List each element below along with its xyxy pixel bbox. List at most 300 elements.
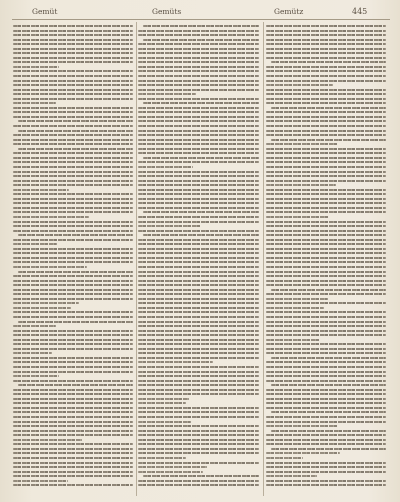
column-divider (263, 22, 264, 496)
illegible-text-line (13, 339, 133, 341)
illegible-text-line (138, 134, 259, 136)
illegible-text-line (266, 416, 386, 418)
illegible-text-line (266, 120, 386, 122)
illegible-text-line (13, 439, 82, 441)
illegible-text-line (13, 116, 133, 118)
illegible-text-line (138, 261, 259, 263)
illegible-text-line (271, 448, 386, 450)
illegible-text-line (266, 198, 386, 200)
illegible-text-line (138, 411, 259, 413)
illegible-text-line (138, 248, 259, 250)
illegible-text-line (13, 125, 133, 127)
illegible-text-line (13, 289, 133, 291)
illegible-text-line (13, 402, 133, 404)
illegible-text-line (266, 175, 386, 177)
illegible-text-line (138, 189, 259, 191)
text-column-1 (13, 25, 135, 495)
illegible-text-line (266, 343, 386, 345)
illegible-text-line (138, 434, 259, 436)
illegible-text-line (138, 284, 259, 286)
illegible-text-line (13, 25, 133, 27)
illegible-text-line (138, 416, 259, 418)
illegible-text-line (138, 289, 259, 291)
illegible-text-line (13, 325, 56, 327)
illegible-text-line (138, 75, 259, 77)
illegible-text-line (138, 202, 259, 204)
illegible-text-line (138, 148, 259, 150)
illegible-text-line (138, 375, 259, 377)
illegible-text-line (13, 480, 68, 482)
illegible-text-line (266, 434, 386, 436)
illegible-text-line (266, 466, 386, 468)
illegible-text-line (271, 357, 386, 359)
illegible-text-line (138, 98, 259, 100)
illegible-text-line (138, 89, 259, 91)
illegible-text-line (13, 471, 133, 473)
illegible-text-line (13, 411, 133, 413)
illegible-text-line (138, 457, 186, 459)
illegible-text-line (13, 84, 133, 86)
illegible-text-line (13, 466, 133, 468)
illegible-text-line (138, 421, 191, 423)
illegible-text-line (13, 180, 133, 182)
illegible-text-line (18, 384, 133, 386)
illegible-text-line (13, 239, 133, 241)
illegible-text-line (138, 316, 259, 318)
illegible-text-line (271, 139, 386, 141)
running-head-right: Gemütz (274, 7, 304, 16)
illegible-text-line (13, 457, 133, 459)
illegible-text-line (138, 430, 259, 432)
illegible-text-line (266, 316, 386, 318)
illegible-text-line (266, 389, 386, 391)
illegible-text-line (13, 80, 133, 82)
illegible-text-line (13, 298, 133, 300)
illegible-text-line (266, 80, 386, 82)
illegible-text-line (138, 402, 186, 404)
illegible-text-line (266, 452, 340, 454)
illegible-text-line (138, 330, 259, 332)
illegible-text-line (266, 152, 386, 154)
illegible-text-line (13, 161, 133, 163)
illegible-text-line (138, 111, 259, 113)
illegible-text-line (138, 171, 259, 173)
illegible-text-line (13, 193, 133, 195)
illegible-text-line (138, 70, 259, 72)
illegible-text-line (138, 230, 259, 232)
illegible-text-line (13, 334, 133, 336)
illegible-text-line (143, 39, 259, 41)
illegible-text-line (13, 407, 133, 409)
illegible-text-line (138, 239, 259, 241)
illegible-text-line (13, 211, 133, 213)
illegible-text-line (13, 398, 133, 400)
illegible-text-line (13, 39, 133, 41)
illegible-text-line (13, 111, 133, 113)
illegible-text-line (13, 421, 133, 423)
illegible-text-line (266, 130, 386, 132)
illegible-text-line (13, 452, 133, 454)
illegible-text-line (13, 166, 133, 168)
illegible-text-line (13, 343, 133, 345)
illegible-text-line (266, 148, 386, 150)
illegible-text-line (266, 157, 386, 159)
text-column-2 (138, 25, 261, 495)
illegible-text-line (138, 43, 259, 45)
illegible-text-line (138, 357, 259, 359)
illegible-text-line (138, 34, 259, 36)
illegible-text-line (266, 348, 386, 350)
illegible-text-line (266, 143, 338, 145)
illegible-text-line (266, 25, 386, 27)
illegible-text-line (138, 130, 259, 132)
illegible-text-line (266, 280, 386, 282)
illegible-text-line (13, 243, 57, 245)
illegible-text-line (13, 316, 133, 318)
illegible-text-line (13, 375, 59, 377)
illegible-text-line (266, 111, 386, 113)
illegible-text-line (13, 443, 133, 445)
illegible-text-line (266, 202, 386, 204)
illegible-text-line (138, 275, 259, 277)
illegible-text-line (13, 380, 133, 382)
illegible-text-line (13, 157, 133, 159)
illegible-text-line (143, 475, 259, 477)
illegible-text-line (13, 202, 133, 204)
illegible-text-line (138, 84, 259, 86)
illegible-text-line (266, 39, 386, 41)
illegible-text-line (13, 307, 71, 309)
illegible-text-line (138, 184, 259, 186)
illegible-text-line (18, 321, 133, 323)
illegible-text-line (13, 216, 89, 218)
illegible-text-line (13, 134, 133, 136)
illegible-text-line (138, 389, 259, 391)
illegible-text-line (266, 211, 386, 213)
illegible-text-line (13, 57, 133, 59)
illegible-text-line (138, 466, 207, 468)
illegible-text-line (266, 361, 386, 363)
illegible-text-line (266, 352, 386, 354)
illegible-text-line (13, 416, 133, 418)
illegible-text-line (13, 311, 133, 313)
illegible-text-line (266, 402, 386, 404)
illegible-text-line (13, 230, 133, 232)
illegible-text-line (266, 166, 386, 168)
illegible-text-line (138, 180, 259, 182)
illegible-text-line (266, 84, 333, 86)
illegible-text-line (13, 261, 133, 263)
running-head (12, 7, 390, 19)
illegible-text-line (13, 280, 133, 282)
illegible-text-line (13, 225, 133, 227)
illegible-text-line (13, 93, 133, 95)
illegible-text-line (138, 48, 259, 50)
illegible-text-line (266, 261, 386, 263)
illegible-text-line (138, 161, 259, 163)
illegible-text-line (13, 30, 133, 32)
illegible-text-line (13, 348, 133, 350)
illegible-text-line (13, 248, 133, 250)
illegible-text-line (138, 116, 259, 118)
illegible-text-line (13, 366, 133, 368)
illegible-text-line (13, 425, 133, 427)
illegible-text-line (138, 216, 259, 218)
illegible-text-line (13, 189, 69, 191)
illegible-text-line (138, 166, 193, 168)
illegible-text-line (138, 380, 259, 382)
illegible-text-line (266, 116, 386, 118)
illegible-text-line (266, 439, 386, 441)
illegible-text-line (13, 462, 133, 464)
illegible-text-line (266, 380, 386, 382)
illegible-text-line (266, 421, 386, 423)
illegible-text-line (138, 407, 259, 409)
illegible-text-line (13, 107, 133, 109)
illegible-text-line (266, 216, 329, 218)
illegible-text-line (13, 361, 133, 363)
illegible-text-line (266, 234, 386, 236)
illegible-text-line (13, 302, 79, 304)
illegible-text-line (138, 66, 259, 68)
illegible-text-line (266, 480, 386, 482)
illegible-text-line (143, 234, 259, 236)
illegible-text-line (138, 52, 259, 54)
illegible-text-line (138, 120, 259, 122)
illegible-text-line (266, 325, 386, 327)
illegible-text-line (13, 143, 133, 145)
illegible-text-line (266, 184, 336, 186)
illegible-text-line (138, 325, 259, 327)
illegible-text-line (266, 462, 386, 464)
illegible-text-line (13, 330, 133, 332)
illegible-text-line (18, 130, 133, 132)
illegible-text-line (138, 425, 259, 427)
illegible-text-line (138, 348, 259, 350)
illegible-text-line (143, 211, 259, 213)
illegible-text-line (138, 266, 259, 268)
header-rule (12, 19, 390, 20)
illegible-text-line (266, 257, 386, 259)
illegible-text-line (266, 475, 317, 477)
running-head-center: Gemüts (152, 7, 182, 16)
illegible-text-line (266, 134, 386, 136)
illegible-text-line (138, 480, 259, 482)
illegible-text-line (138, 398, 189, 400)
illegible-text-line (138, 448, 259, 450)
illegible-text-line (138, 107, 259, 109)
illegible-text-line (13, 389, 133, 391)
illegible-text-line (138, 371, 259, 373)
illegible-text-line (13, 66, 59, 68)
illegible-text-line (13, 448, 133, 450)
illegible-text-line (266, 443, 386, 445)
illegible-text-line (266, 321, 386, 323)
illegible-text-line (13, 266, 87, 268)
illegible-text-line (143, 157, 259, 159)
illegible-text-line (13, 371, 133, 373)
illegible-text-line (13, 152, 133, 154)
illegible-text-line (266, 266, 386, 268)
illegible-text-line (266, 93, 386, 95)
illegible-text-line (266, 252, 386, 254)
illegible-text-line (266, 239, 386, 241)
illegible-text-line (138, 221, 259, 223)
illegible-text-line (138, 280, 259, 282)
illegible-text-line (138, 243, 259, 245)
illegible-text-line (138, 57, 259, 59)
illegible-text-line (271, 61, 386, 63)
illegible-text-line (266, 193, 386, 195)
illegible-text-line (13, 198, 133, 200)
illegible-text-line (266, 52, 386, 54)
illegible-text-line (266, 398, 386, 400)
illegible-text-line (138, 311, 259, 313)
illegible-text-line (266, 248, 386, 250)
illegible-text-line (13, 102, 56, 104)
illegible-text-line (13, 393, 133, 395)
illegible-text-line (138, 252, 259, 254)
illegible-text-line (138, 339, 259, 341)
illegible-text-line (13, 252, 133, 254)
illegible-text-line (266, 221, 386, 223)
illegible-text-line (266, 66, 386, 68)
illegible-text-line (138, 30, 259, 32)
illegible-text-line (266, 307, 324, 309)
illegible-text-line (138, 175, 259, 177)
illegible-text-line (138, 143, 259, 145)
text-column-3 (266, 25, 388, 495)
illegible-text-line (13, 475, 133, 477)
illegible-text-line (138, 471, 203, 473)
running-head-left: Gemüt (32, 7, 58, 16)
illegible-text-line (13, 275, 133, 277)
illegible-text-line (266, 471, 386, 473)
illegible-text-line (138, 152, 259, 154)
illegible-text-line (13, 352, 52, 354)
illegible-text-line (13, 284, 133, 286)
illegible-text-line (138, 61, 259, 63)
illegible-text-line (18, 148, 133, 150)
illegible-text-line (138, 207, 259, 209)
illegible-text-line (266, 484, 386, 486)
illegible-text-line (18, 271, 133, 273)
illegible-text-line (143, 102, 259, 104)
column-divider (136, 22, 137, 496)
illegible-text-line (266, 339, 320, 341)
illegible-text-line (266, 457, 303, 459)
illegible-text-line (271, 289, 386, 291)
illegible-text-line (138, 361, 213, 363)
illegible-text-line (143, 25, 259, 27)
illegible-text-line (266, 180, 386, 182)
illegible-text-line (13, 171, 133, 173)
illegible-text-line (138, 443, 259, 445)
illegible-text-line (266, 48, 386, 50)
illegible-text-line (271, 430, 386, 432)
page-number: 445 (352, 7, 368, 16)
illegible-text-line (18, 234, 133, 236)
illegible-text-line (266, 371, 386, 373)
illegible-text-line (13, 34, 133, 36)
illegible-text-line (138, 452, 259, 454)
illegible-text-line (13, 48, 133, 50)
illegible-text-line (266, 70, 386, 72)
illegible-text-line (266, 330, 386, 332)
illegible-text-line (266, 57, 386, 59)
illegible-text-line (138, 393, 259, 395)
illegible-text-line (13, 89, 133, 91)
illegible-text-line (138, 93, 196, 95)
illegible-text-line (138, 334, 259, 336)
illegible-text-line (13, 175, 133, 177)
illegible-text-line (138, 484, 259, 486)
illegible-text-line (271, 107, 386, 109)
illegible-text-line (13, 257, 133, 259)
illegible-text-line (13, 484, 133, 486)
illegible-text-line (138, 384, 259, 386)
illegible-text-line (138, 462, 259, 464)
illegible-text-line (13, 139, 133, 141)
illegible-text-line (138, 321, 259, 323)
illegible-text-line (266, 407, 386, 409)
illegible-text-line (266, 302, 386, 304)
illegible-text-line (138, 257, 259, 259)
illegible-text-line (13, 43, 133, 45)
illegible-text-line (266, 425, 338, 427)
illegible-text-line (266, 284, 386, 286)
illegible-text-line (13, 184, 133, 186)
illegible-text-line (138, 80, 259, 82)
illegible-text-line (266, 30, 386, 32)
illegible-text-line (13, 434, 133, 436)
illegible-text-line (13, 98, 133, 100)
illegible-text-line (271, 384, 386, 386)
illegible-text-line (18, 120, 133, 122)
illegible-text-line (13, 207, 133, 209)
illegible-text-line (13, 61, 133, 63)
illegible-text-line (138, 298, 259, 300)
illegible-text-line (13, 357, 133, 359)
illegible-text-line (138, 366, 259, 368)
illegible-text-line (266, 366, 386, 368)
illegible-text-line (138, 271, 259, 273)
illegible-text-line (138, 352, 259, 354)
illegible-text-line (266, 293, 386, 295)
illegible-text-line (266, 102, 386, 104)
illegible-text-line (13, 430, 133, 432)
illegible-text-line (138, 225, 201, 227)
illegible-text-line (266, 334, 386, 336)
illegible-text-line (138, 198, 259, 200)
illegible-text-line (266, 225, 386, 227)
illegible-text-line (138, 293, 259, 295)
illegible-text-line (266, 207, 386, 209)
illegible-text-line (266, 375, 386, 377)
illegible-text-line (266, 98, 386, 100)
illegible-text-line (266, 43, 386, 45)
illegible-text-line (266, 171, 386, 173)
illegible-text-line (13, 221, 133, 223)
illegible-text-line (266, 393, 386, 395)
illegible-text-line (138, 439, 259, 441)
illegible-text-line (138, 343, 259, 345)
illegible-text-line (266, 271, 386, 273)
illegible-text-line (266, 243, 386, 245)
illegible-text-line (138, 307, 259, 309)
illegible-text-line (266, 89, 386, 91)
illegible-text-line (266, 34, 386, 36)
